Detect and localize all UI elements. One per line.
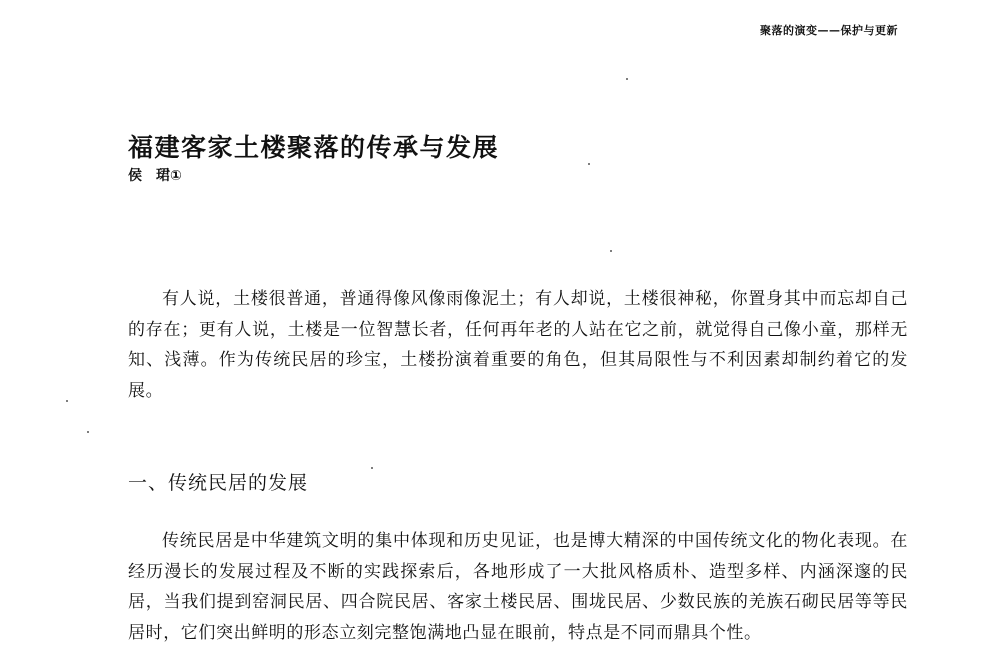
- scan-speck: [610, 250, 612, 252]
- section-heading: 一、传统民居的发展: [128, 472, 309, 494]
- scan-speck: [371, 467, 373, 469]
- scan-speck: [66, 400, 68, 402]
- scan-speck: [626, 78, 628, 80]
- intro-paragraph: 有人说，土楼很普通，普通得像风像雨像泥土；有人却说，土楼很神秘，你置身其中而忘却自己的存在；更有人说，土楼是一位智慧长者，任何再年老的人站在它之前，就觉得自己像小童，那样无知、浅薄。作为传统民居的珍宝，土楼扮演着重要的角色，但其局限性与不利因素却制约着它的发展。: [128, 289, 908, 401]
- running-header: 聚落的演变——保护与更新: [760, 24, 898, 37]
- scan-speck: [87, 431, 89, 433]
- article-author: 侯 珺①: [128, 168, 182, 184]
- article-title: 福建客家土楼聚落的传承与发展: [128, 133, 500, 162]
- scan-speck: [588, 163, 590, 165]
- section-paragraph: 传统民居是中华建筑文明的集中体现和历史见证，也是博大精深的中国传统文化的物化表现。在经历漫长的发展过程及不断的实践探索后，各地形成了一大批风格质朴、造型多样、内涵深邃的民居，当我们提到窑洞民居、四合院民居、客家土楼民居、围垅民居、少数民族的羌族石砌民居等等民居时，它们突出鲜明的形态立刻完整饱满地凸显在眼前，特点是不同而鼎具个性。: [128, 531, 908, 643]
